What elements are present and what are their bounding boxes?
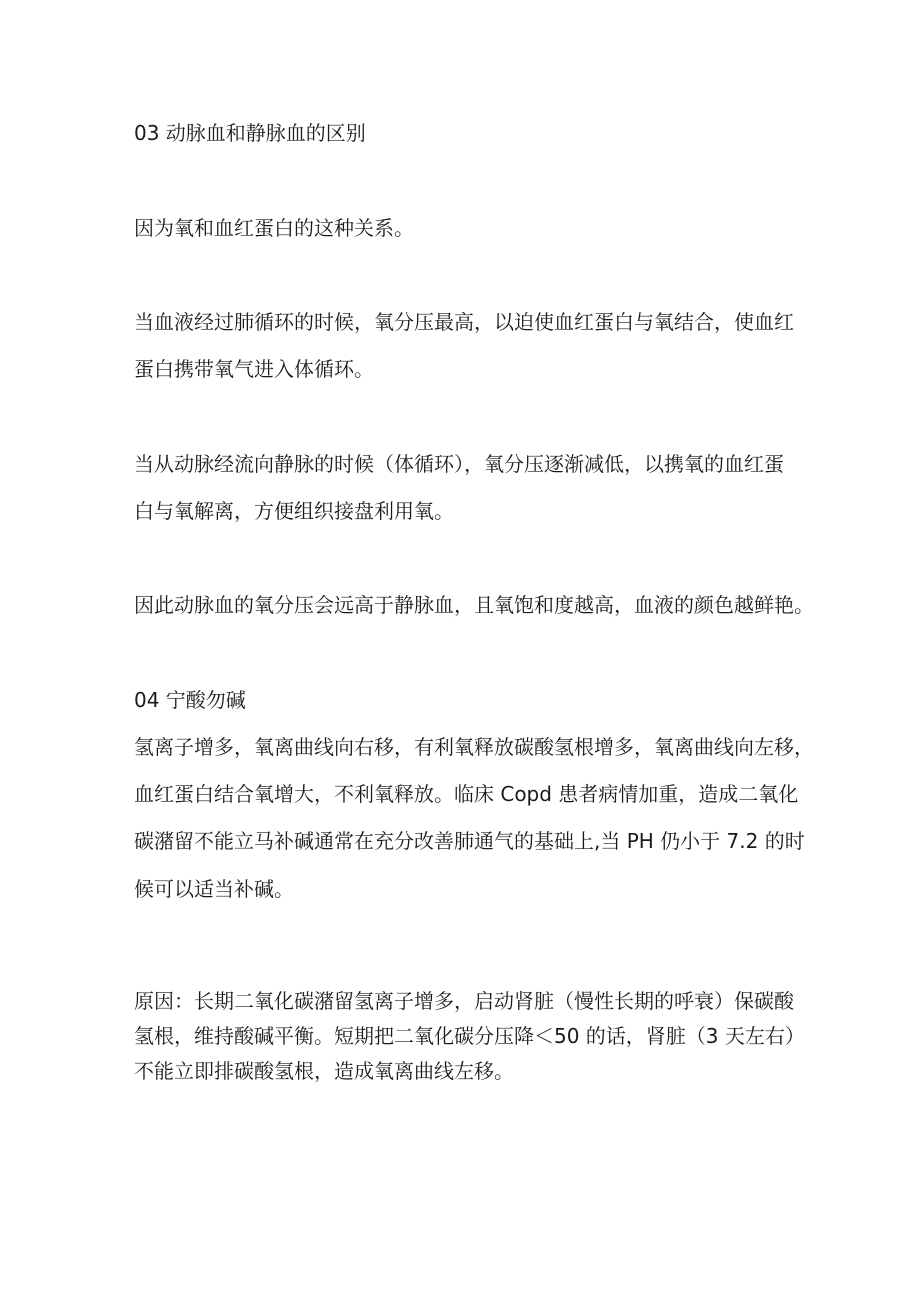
paragraph-line: 白与氧解离，方便组织接盘利用氧。 — [134, 499, 454, 523]
paragraph-line: 原因：长期二氧化碳潴留氢离子增多，启动肾脏（慢性长期的呼衰）保碳酸 — [134, 989, 794, 1013]
paragraph-line: 候可以适当补碱。 — [134, 877, 294, 901]
paragraph-line: 因为氧和血红蛋白的这种关系。 — [134, 216, 414, 240]
paragraph-line: 蛋白携带氧气进入体循环。 — [134, 357, 374, 381]
paragraph-line: 当从动脉经流向静脉的时候（体循环），氧分压逐渐减低，以携氧的血红蛋 — [134, 452, 784, 476]
section-04-heading: 04 宁酸勿碱 — [134, 688, 246, 712]
paragraph-line: 氢离子增多，氧离曲线向右移，有利氧释放碳酸氢根增多，氧离曲线向左移， — [134, 735, 814, 759]
paragraph-line: 碳潴留不能立马补碱通常在充分改善肺通气的基础上,当 PH 仍小于 7.2 的时 — [134, 829, 805, 853]
section-03-heading: 03 动脉血和静脉血的区别 — [134, 121, 366, 145]
paragraph-line: 血红蛋白结合氧增大，不利氧释放。临床 Copd 患者病情加重，造成二氧化 — [134, 782, 799, 806]
paragraph-line: 不能立即排碳酸氢根，造成氧离曲线左移。 — [134, 1059, 514, 1083]
paragraph-line: 氢根，维持酸碱平衡。短期把二氧化碳分压降＜50 的话，肾脏（3 天左右） — [134, 1024, 805, 1048]
paragraph-line: 当血液经过肺循环的时候，氧分压最高，以迫使血红蛋白与氧结合，使血红 — [134, 310, 794, 334]
paragraph-line: 因此动脉血的氧分压会远高于静脉血，且氧饱和度越高，血液的颜色越鲜艳。 — [134, 593, 814, 617]
